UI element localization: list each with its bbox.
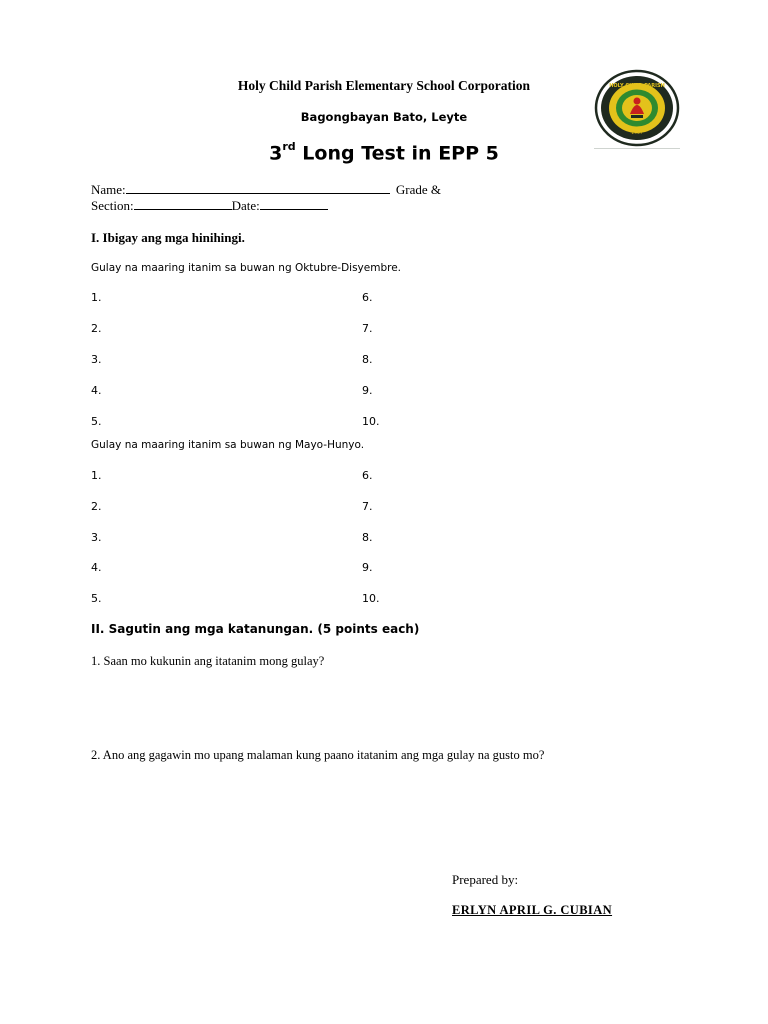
- list-item: 7.: [362, 322, 373, 335]
- prepared-by-label: Prepared by:: [452, 872, 519, 887]
- list-item: 1.: [91, 469, 102, 482]
- list-item: 7.: [362, 500, 373, 513]
- list-item: 3.: [91, 531, 102, 544]
- group2-instruction: Gulay na maaring itanim sa buwan ng Mayo-Hunyo.: [91, 439, 365, 451]
- list-item: 5.: [91, 415, 102, 428]
- preparer-name: ERLYN APRIL G. CUBIAN: [452, 903, 613, 917]
- section-line: [91, 198, 328, 214]
- date-label: Date:: [231, 198, 260, 213]
- list-item: 8.: [362, 353, 373, 366]
- seal-year: 1957: [631, 131, 643, 136]
- section-blank[interactable]: [134, 198, 232, 210]
- list-item: 4.: [91, 384, 102, 397]
- group1-instruction: Gulay na maaring itanim sa buwan ng Oktubre-Disyembre.: [91, 262, 401, 274]
- seal-text: HOLY CHILD PARISH: [609, 83, 665, 89]
- name-line: [91, 182, 441, 198]
- list-item: 3.: [91, 353, 102, 366]
- school-name: Holy Child Parish Elementary School Corporation: [237, 78, 531, 93]
- school-address: Bagongbayan Bato, Leyte: [300, 110, 468, 124]
- list-item: 10.: [362, 592, 380, 605]
- list-item: 1.: [91, 291, 102, 304]
- list-item: 6.: [362, 291, 373, 304]
- grade-label: Grade &: [395, 182, 442, 197]
- part1-heading: I. Ibigay ang mga hinihingi.: [91, 230, 245, 245]
- list-item: 2.: [91, 322, 102, 335]
- list-item: 10.: [362, 415, 380, 428]
- title-text: Long Test in EPP 5: [295, 142, 499, 165]
- title-number: 3: [269, 142, 283, 165]
- seal-emblem-head: [634, 98, 641, 105]
- part2-heading: II. Sagutin ang mga katanungan. (5 points each): [91, 622, 420, 636]
- list-item: 6.: [362, 469, 373, 482]
- list-item: 9.: [362, 561, 373, 574]
- name-label: Name:: [91, 182, 126, 197]
- seal-icon: [594, 68, 680, 148]
- list-item: 2.: [91, 500, 102, 513]
- title-ordinal-suffix: rd: [282, 140, 296, 153]
- seal-year-band: [631, 115, 643, 118]
- date-blank[interactable]: [260, 198, 328, 210]
- school-seal-logo: [594, 68, 680, 149]
- list-item: 5.: [91, 592, 102, 605]
- list-item: 4.: [91, 561, 102, 574]
- name-blank[interactable]: [126, 182, 390, 194]
- section-label: Section:: [91, 198, 134, 213]
- list-item: 8.: [362, 531, 373, 544]
- question-2: 2. Ano ang gagawin mo upang malaman kung paano itatanim ang mga gulay na gusto mo?: [91, 748, 545, 762]
- list-item: 9.: [362, 384, 373, 397]
- question-1: 1. Saan mo kukunin ang itatanim mong gulay?: [91, 654, 325, 668]
